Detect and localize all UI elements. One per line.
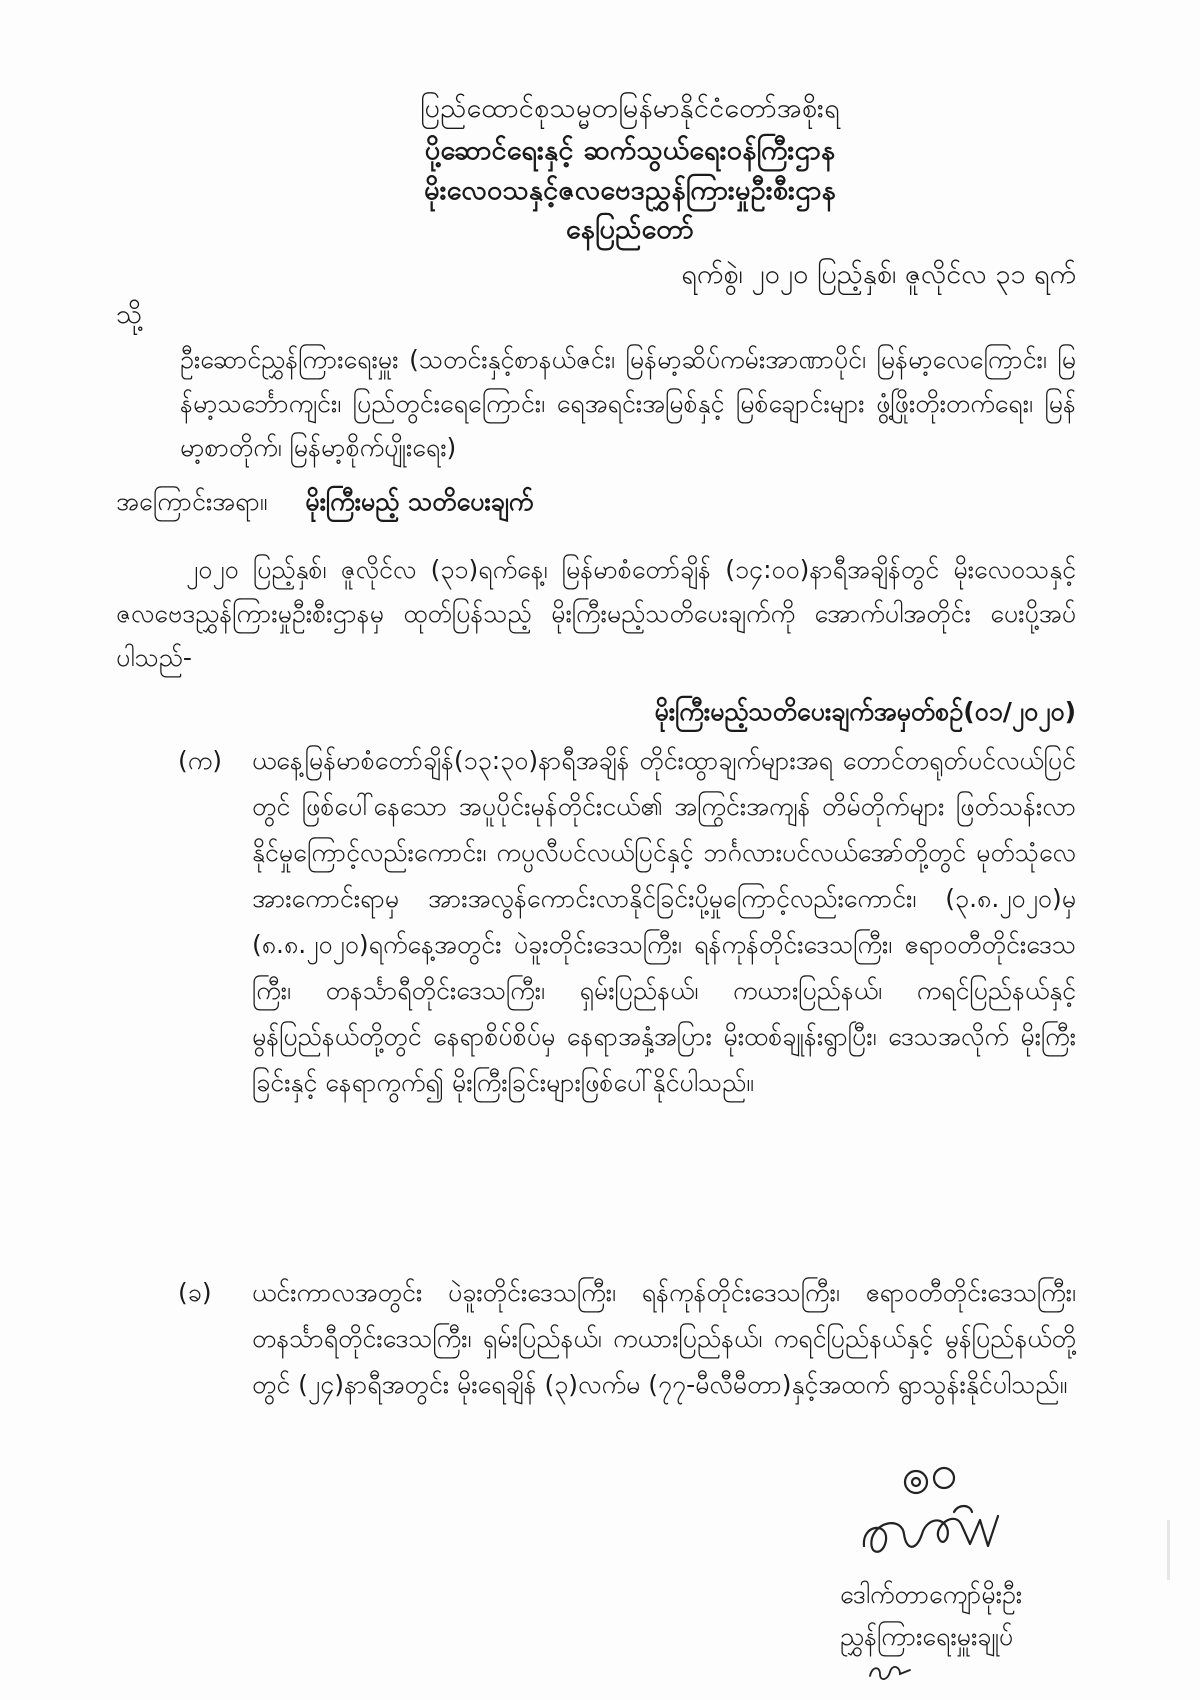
scan-edge-mark <box>1167 1520 1170 1580</box>
handwritten-initials <box>866 1660 916 1684</box>
item-marker: (ခ) <box>178 1278 212 1307</box>
header-department: မိုးလေဝသနှင့်ဇလဗေဒညွှန်ကြားမှုဦးစီးဌာန <box>424 175 836 206</box>
item-text: ယင်းကာလအတွင်း ပဲခူးတိုင်းဒေသကြီး၊ ရန်ကုန်တိုင်းဒေသကြီး၊ ဧရာဝတီတိုင်းဒေသကြီး၊ တနင်္သာရီတိုင်းဒေသကြီး၊ ရှမ်းပြည်နယ်၊ ကယားပြည်နယ်၊ ကရင်ပြည်နယ်နှင့် မွန်ပြည်နယ်တို့တွင် (၂၄)နာရီအတွင်း မိုးရေချိန် (၃)လက်မ (၇၇-မီလီမီတာ)နှင့်အထက် ရွာသွန်းနိုင်ပါသည်။ <box>252 1278 1076 1399</box>
signer-name: ဒေါက်တာကျော်မိုးဦး <box>840 1580 1023 1609</box>
list-item <box>116 1270 1076 1408</box>
item-text: ယနေ့မြန်မာစံတော်ချိန်(၁၃:၃၀)နာရီအချိန် တိုင်းထွာချက်များအရ တောင်တရုတ်ပင်လယ်ပြင်တွင် ဖြစ်ပေါ်နေသော အပူပိုင်းမုန်တိုင်းငယ်၏ အကြွင်းအကျန် တိမ်တိုက်များ ဖြတ်သန်းလာနိုင်မှုကြောင့်လည်းကောင်း၊ ကပ္ပလီပင်လယ်ပြင်နှင့် ဘင်္ဂလားပင်လယ်အော်တို့တွင် မုတ်သုံလေအားကောင်းရာမှ အားအလွန်ကောင်းလာနိုင်ခြင်းပို့မှုကြောင့်လည်းကောင်း၊ (၃.၈.၂၀၂၀)မှ (၈.၈.၂၀၂၀)ရက်နေ့အတွင်း ပဲခူးတိုင်းဒေသကြီး၊ ရန်ကုန်တိုင်းဒေသကြီး၊ ဧရာဝတီတိုင်းဒေသကြီး၊ တနင်္သာရီတိုင်းဒေသကြီး၊ ရှမ်းပြည်နယ်၊ ကယားပြည်နယ်၊ ကရင်ပြည်နယ်နှင့် မွန်ပြည်နယ်တို့တွင် နေရာစိပ်စိပ်မှ နေရာအနှံ့အပြား မိုးထစ်ချုန်းရွာပြီး၊ ဒေသအလိုက် မိုးကြီးခြင်းနှင့် နေရာကွက်၍ မိုးကြီးခြင်းများဖြစ်ပေါ်နိုင်ပါသည်။ <box>252 746 1076 1097</box>
header-ministry: ပို့ဆောင်ရေးနှင့် ဆက်သွယ်ရေးဝန်ကြီးဌာန <box>424 135 836 166</box>
subject-text: မိုးကြီးမည့် သတိပေးချက် <box>305 487 534 516</box>
list-item <box>116 738 1076 1106</box>
header-government: ပြည်ထောင်စုသမ္မတမြန်မာနိုင်ငံတော်အစိုးရ <box>419 93 841 124</box>
document-date: ရက်စွဲ၊ ၂၀၂၀ ပြည့်နှစ်၊ ဇူလိုင်လ ၃၁ ရက် <box>681 259 1076 290</box>
reference-number: မိုးကြီးမည့်သတိပေးချက်အမှတ်စဉ်(၀၁/၂၀၂၀) <box>654 697 1076 726</box>
intro-paragraph: ၂၀၂၀ ပြည့်နှစ်၊ ဇူလိုင်လ (၃၁)ရက်နေ့၊ မြန်မာစံတော်ချိန် (၁၄:၀၀)နာရီအချိန်တွင် မိုးလေဝသနှင့် ဇလဗေဒညွှန်ကြားမှုဦးစီးဌာနမှ ထုတ်ပြန်သည့် မိုးကြီးမည့်သတိပေးချက်ကို အောက်ပါအတိုင်း ပေးပို့အပ်ပါသည်- <box>116 555 1076 672</box>
subject-line <box>116 484 533 520</box>
to-label: သို့ <box>116 299 143 330</box>
item-marker: (က) <box>178 746 222 775</box>
handwritten-signature <box>858 1464 1018 1564</box>
signer-title: ညွှန်ကြားရေးမှူးချုပ် <box>840 1622 1014 1651</box>
header-location: နေပြည်တော် <box>566 214 694 245</box>
subject-label: အကြောင်းအရာ။ <box>116 487 268 516</box>
addressee-block: ဦးဆောင်ညွှန်ကြားရေးမှူး (သတင်းနှင့်စာနယ်ဇင်း၊ မြန်မာ့ဆိပ်ကမ်းအာဏာပိုင်၊ မြန်မာ့လေကြောင်း၊ မြန်မာ့သင်္ဘောကျင်း၊ ပြည်တွင်းရေကြောင်း၊ ရေအရင်းအမြစ်နှင့် မြစ်ချောင်းများ ဖွံ့ဖြိုးတိုးတက်ရေး၊ မြန်မာ့စာတိုက်၊ မြန်မာ့စိုက်ပျိုးရေး) <box>180 345 1076 462</box>
